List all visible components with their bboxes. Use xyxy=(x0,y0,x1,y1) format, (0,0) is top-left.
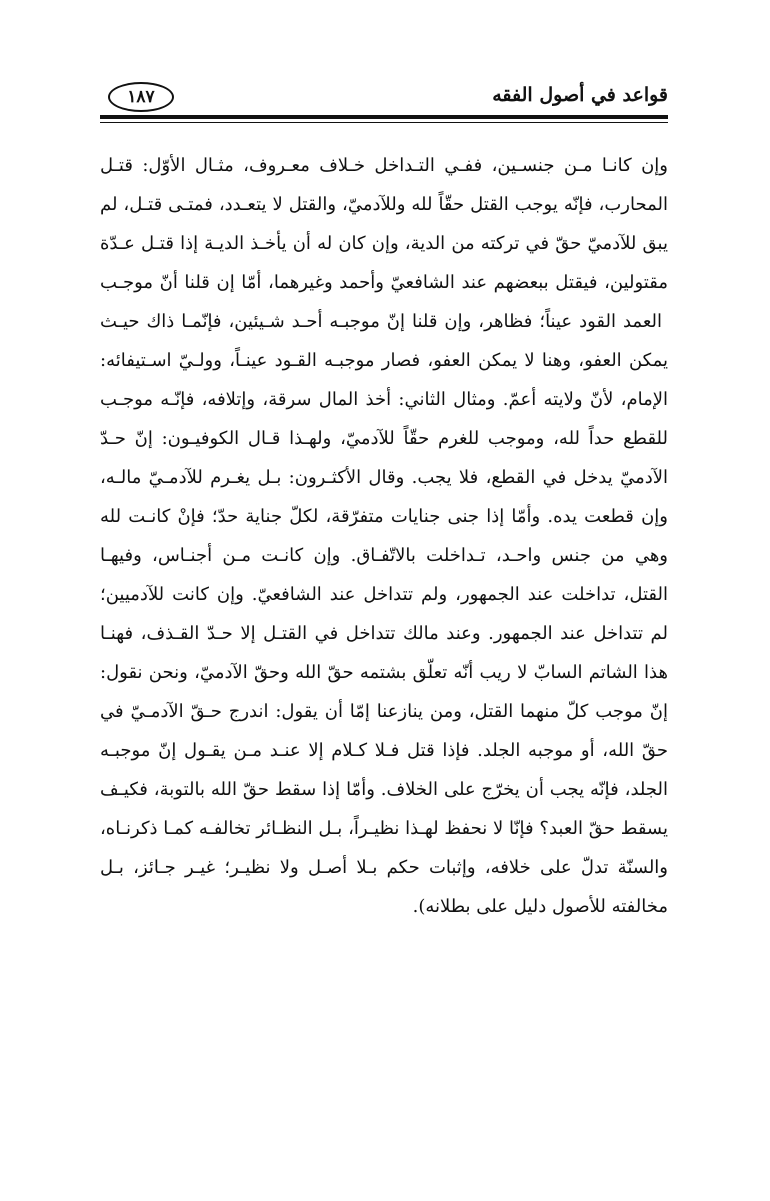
text-line: الإمام، لأنّ ولايته أعمّ. ومثال الثاني: أخذ المال سرقة، وإتلافه، فإنّـه موجـب xyxy=(100,389,668,410)
text-line: الجلد، فإنّه يجب أن يخرّج على الخلاف. وأمّا إذا سقط حقّ الله بالتوبة، فكيـف xyxy=(100,779,668,800)
text-line: وهي من جنس واحـد، تـداخلت بالاتّفـاق. وإن كانـت مـن أجنـاس، وفيهـا xyxy=(100,545,668,566)
text-line: القتل، تداخلت عند الجمهور، ولم تتداخل عند الشافعيّ. وإن كانت للآدميين؛ xyxy=(100,584,668,605)
text-line: مقتولين، فيقتل ببعضهم عند الشافعيّ وأحمد وغيرهما، أمّا إن قلنا أنّ موجـب xyxy=(100,272,668,293)
text-line: يبق للآدميّ حقّ في تركته من الدية، وإن كان له أن يأخـذ الديـة إذا قتـل عـدّة xyxy=(100,233,668,254)
text-line: وإن قطعت يده. وأمّا إذا جنى جنايات متفرّقة، لكلّ جناية حدّ؛ فإنْ كانـت لله xyxy=(100,506,668,527)
text-line: الآدميّ يدخل في القطع، فلا يجب. وقال الأكثـرون: بـل يغـرم للآدمـيّ مالـه، xyxy=(100,467,668,488)
header-rule-thick xyxy=(100,115,668,119)
header-rule-thin xyxy=(100,122,668,123)
text-line: يسقط حقّ العبد؟ فإنّا لا نحفظ لهـذا نظيـراً، بـل النظـائر تخالفـه كمـا ذكرنـاه، xyxy=(100,818,668,839)
page-number: ١٨٧ xyxy=(108,82,174,112)
text-line: هذا الشاتم السابّ لا ريب أنّه تعلّق بشتمه حقّ الله وحقّ الآدميّ، ونحن نقول: xyxy=(100,662,668,683)
text-line: حقّ الله، أو موجبه الجلد. فإذا قتل فـلا كـلام إلا عنـد مـن يقـول إنّ موجبـه xyxy=(100,740,668,761)
text-line: لم تتداخل عند الجمهور. وعند مالك تتداخل في القتـل إلا حـدّ القـذف، فهنـا xyxy=(100,623,668,644)
body-text xyxy=(100,146,668,926)
text-line: والسنّة تدلّ على خلافه، وإثبات حكم بـلا أصـل ولا نظيـر؛ غيـر جـائز، بـل xyxy=(100,857,668,878)
text-line: وإن كانـا مـن جنسـين، ففـي التـداخل خـلاف معـروف، مثـال الأوّل: قتـل xyxy=(100,155,668,176)
text-line: العمد القود عيناً؛ فظاهر، وإن قلنا إنّ موجبـه أحـد شـيئين، فإنّمـا ذاك حيـث xyxy=(100,311,662,332)
text-line: يمكن العفو، وهنا لا يمكن العفو، فصار موجبـه القـود عينـاً، وولـيّ اسـتيفائه: xyxy=(100,350,668,371)
text-line: إنّ موجب كلّ منهما القتل، ومن ينازعنا إمّا أن يقول: اندرج حـقّ الآدمـيّ في xyxy=(100,701,668,722)
text-line: مخالفته للأصول دليل على بطلانه). xyxy=(412,896,668,917)
text-line: للقطع حداً لله، وموجب للغرم حقّاً للآدميّ، ولهـذا قـال الكوفيـون: إنّ حـدّ xyxy=(100,428,668,449)
text-line: المحارب، فإنّه يوجب القتل حقّاً لله وللآدميّ، والقتل لا يتعـدد، فمتـى قتـل، لم xyxy=(100,194,668,215)
running-title: قواعد في أصول الفقه xyxy=(492,84,668,106)
